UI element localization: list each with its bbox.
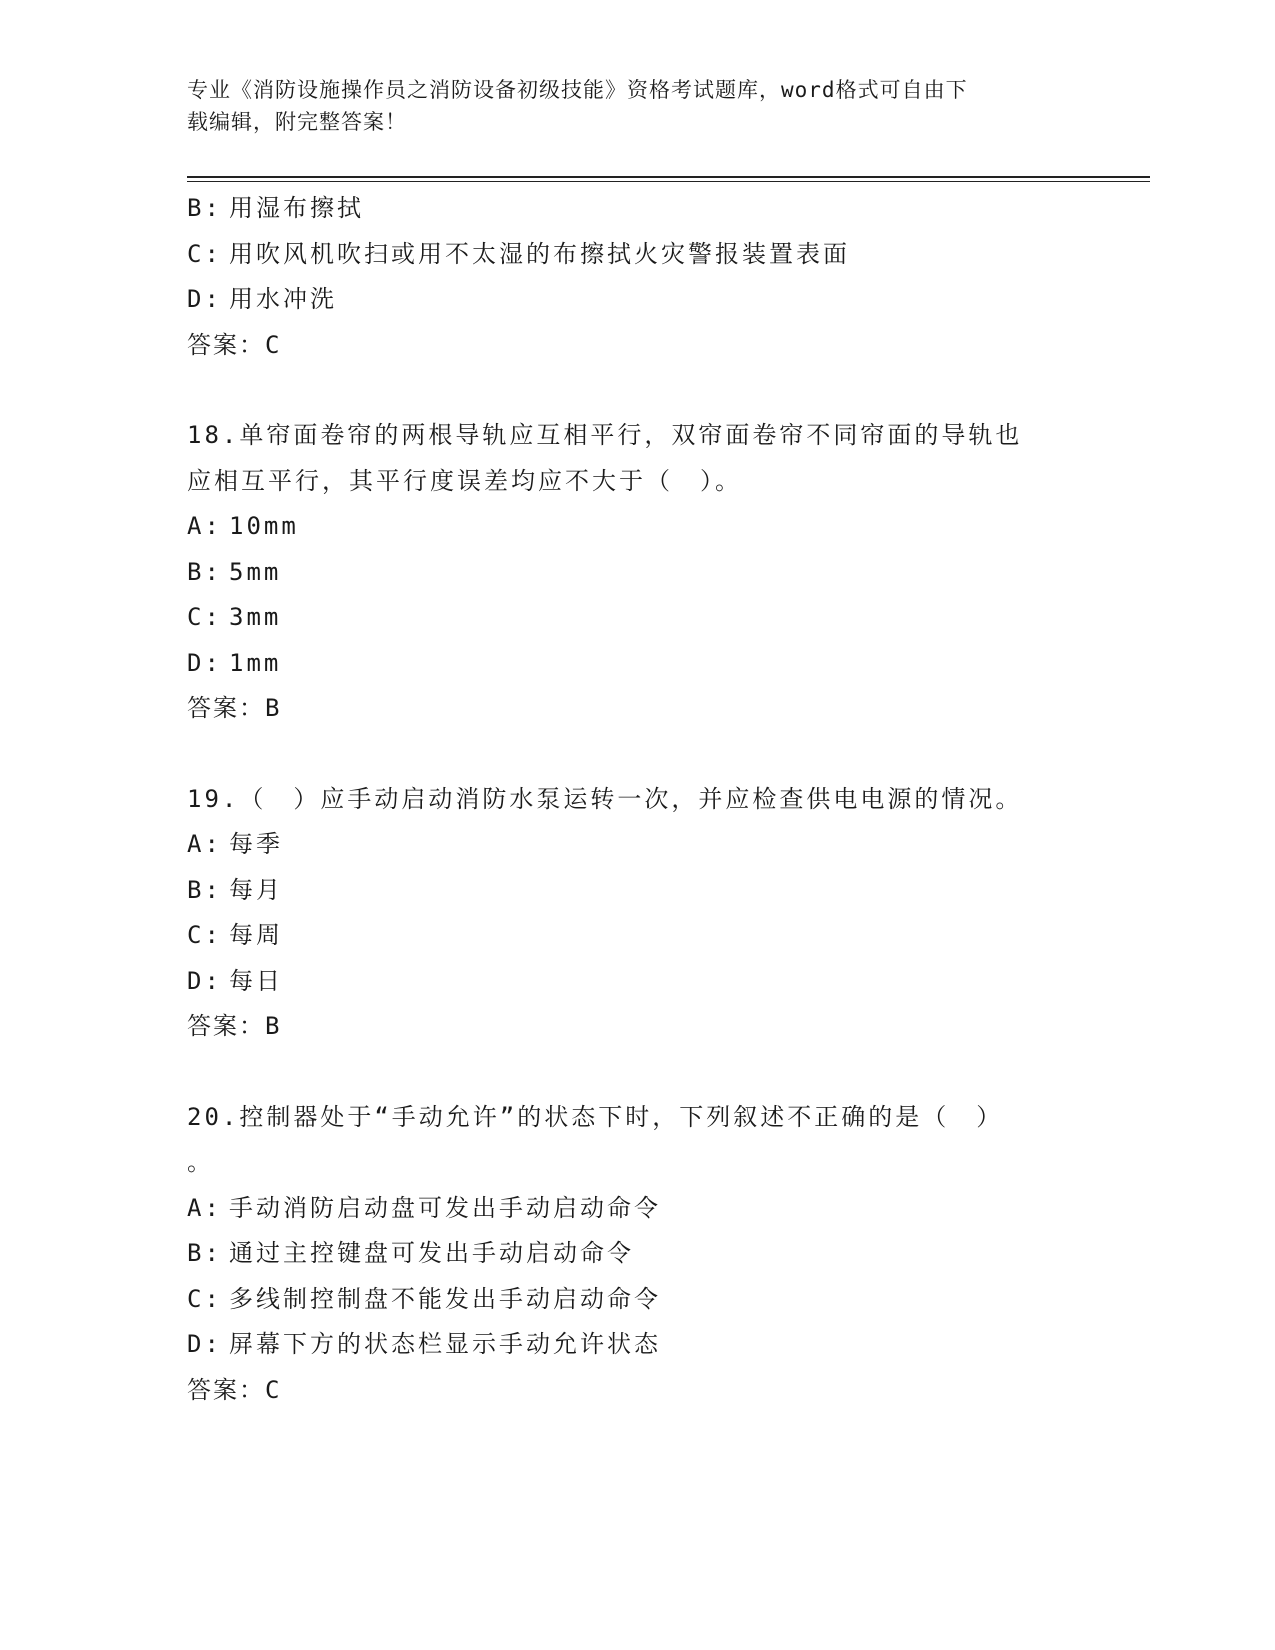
answer: 答案：B	[187, 1012, 282, 1040]
question-18	[187, 413, 1087, 732]
option-text: 1mm	[229, 648, 282, 677]
option-letter: D:	[187, 285, 222, 313]
option-letter: A:	[187, 1193, 222, 1222]
question-stem: 20.控制器处于“手动允许”的状态下时，下列叙述不正确的是（ ）	[187, 1102, 1004, 1131]
option-text: 用湿布擦拭	[229, 194, 364, 222]
option-text: 屏幕下方的状态栏显示手动允许状态	[229, 1330, 661, 1358]
option-c	[187, 595, 1087, 641]
option-text: 通过主控键盘可发出手动启动命令	[229, 1239, 634, 1267]
option-text: 每周	[229, 921, 283, 949]
option-text: 手动消防启动盘可发出手动启动命令	[229, 1193, 661, 1222]
question-stem: 18.单帘面卷帘的两根导轨应互相平行，双帘面卷帘不同帘面的导轨也	[187, 421, 1023, 449]
option-a	[187, 1186, 1087, 1232]
option-letter: C:	[187, 239, 222, 268]
option-letter: C:	[187, 1284, 222, 1313]
option-c	[187, 232, 1087, 278]
option-b	[187, 186, 1087, 232]
option-d	[187, 641, 1087, 687]
question-list	[187, 186, 1087, 1413]
option-text: 每日	[229, 966, 283, 995]
option-text: 3mm	[229, 603, 282, 631]
question-stem-continued: 。	[187, 1148, 214, 1176]
option-letter: D:	[187, 648, 222, 677]
option-a	[187, 504, 1087, 550]
option-d	[187, 277, 1087, 323]
option-letter: A:	[187, 512, 222, 540]
option-letter: B:	[187, 194, 222, 222]
question-19	[187, 777, 1087, 1050]
option-text: 多线制控制盘不能发出手动启动命令	[229, 1284, 661, 1313]
question-stem: 19.（ ）应手动启动消防水泵运转一次，并应检查供电电源的情况。	[187, 784, 1023, 813]
header-line-2: 载编辑，附完整答案！	[187, 110, 407, 134]
option-text: 每月	[229, 875, 283, 904]
option-text: 用吹风机吹扫或用不太湿的布擦拭火灾警报装置表面	[229, 239, 850, 268]
option-d	[187, 959, 1087, 1005]
question-20	[187, 1095, 1087, 1414]
header-divider-thick	[187, 176, 1150, 178]
option-letter: B:	[187, 1239, 222, 1267]
option-b	[187, 1231, 1087, 1277]
option-letter: C:	[187, 921, 222, 949]
question-17-partial	[187, 186, 1087, 368]
option-b	[187, 868, 1087, 914]
option-letter: C:	[187, 603, 222, 631]
option-c	[187, 1277, 1087, 1323]
question-stem-continued: 应相互平行，其平行度误差均应不大于（ ）。	[187, 466, 742, 495]
option-a	[187, 822, 1087, 868]
option-b	[187, 550, 1087, 596]
answer: 答案：C	[187, 1375, 282, 1404]
header-divider-thin	[187, 181, 1150, 182]
option-letter: D:	[187, 966, 222, 995]
option-letter: B:	[187, 557, 222, 586]
document-header	[187, 74, 1067, 138]
option-d	[187, 1322, 1087, 1368]
answer: 答案：C	[187, 330, 282, 359]
option-letter: A:	[187, 830, 222, 858]
option-letter: D:	[187, 1330, 222, 1358]
option-text: 每季	[229, 830, 283, 858]
header-line-1: 专业《消防设施操作员之消防设备初级技能》资格考试题库，word格式可自由下	[187, 78, 968, 102]
option-c	[187, 913, 1087, 959]
option-text: 10mm	[229, 512, 299, 540]
answer: 答案：B	[187, 694, 282, 722]
option-letter: B:	[187, 875, 222, 904]
option-text: 5mm	[229, 557, 282, 586]
option-text: 用水冲洗	[229, 285, 337, 313]
